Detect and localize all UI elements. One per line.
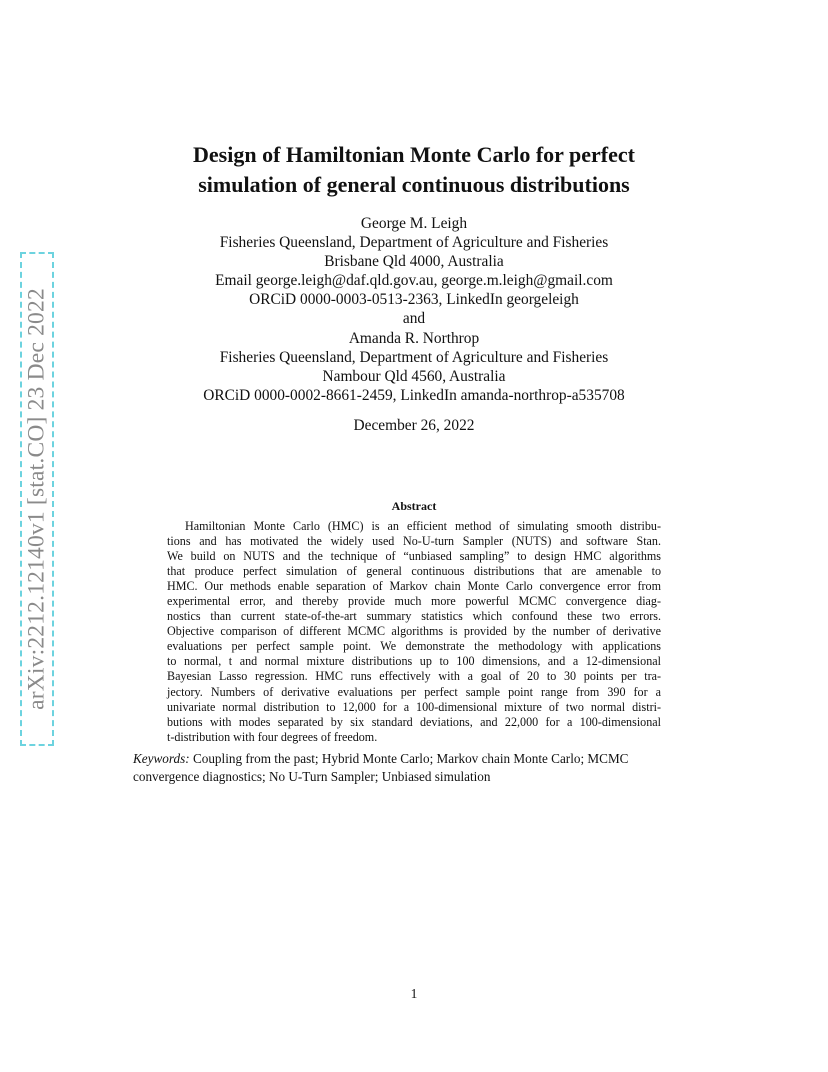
abstract-line: that produce perfect simulation of general continuous distributions that are amenable to	[167, 564, 661, 579]
author-address-1: Brisbane Qld 4000, Australia	[324, 253, 504, 271]
abstract-line: tions and has motivated the widely used No-U-turn Sampler (NUTS) and software Stan.	[167, 534, 661, 549]
abstract-line: univariate normal distribution to 12,000 for a 100-dimensional mixture of two normal distri-	[167, 699, 661, 714]
abstract-line: nostics than current state-of-the-art summary statistics which confound these two errors.	[167, 609, 661, 624]
paper-date: December 26, 2022	[353, 417, 475, 434]
author-email-1: Email george.leigh@daf.qld.gov.au, george.m.leigh@gmail.com	[215, 272, 613, 290]
keywords-label: Keywords:	[133, 751, 190, 766]
title-line-1: Design of Hamiltonian Monte Carlo for perfect	[193, 142, 635, 167]
author-affiliation-2: Fisheries Queensland, Department of Agriculture and Fisheries	[219, 348, 609, 366]
abstract-line: evaluations per perfect sample point. We demonstrate the methodology with applications	[167, 639, 661, 654]
abstract-line: Objective comparison of different MCMC algorithms is provided by the number of derivative	[167, 624, 661, 639]
abstract-line: experimental error, and thereby provide much more powerful MCMC convergence diag-	[167, 594, 661, 609]
page-number: 1	[410, 986, 418, 1001]
abstract-line: Bayesian Lasso regression. HMC runs effectively with a goal of 20 to 30 points per tra-	[167, 669, 661, 684]
author-name-2: Amanda R. Northrop	[348, 329, 480, 347]
keywords-text-2: convergence diagnostics; No U-Turn Sampler; Unbiased simulation	[133, 769, 491, 784]
title-line-2: simulation of general continuous distributions	[198, 172, 630, 197]
keywords-section	[133, 750, 695, 786]
keywords-line-1	[133, 750, 695, 768]
abstract-line: HMC. Our methods enable separation of Markov chain Monte Carlo convergence error from	[167, 579, 661, 594]
author-name-1: George M. Leigh	[360, 215, 468, 232]
abstract-line: t-distribution with four degrees of freedom.	[167, 729, 378, 744]
author-affiliation-1: Fisheries Queensland, Department of Agriculture and Fisheries	[219, 234, 609, 252]
abstract-line: We build on NUTS and the technique of “unbiased sampling” to design HMC algorithms	[167, 549, 661, 564]
author-address-2: Nambour Qld 4560, Australia	[322, 367, 506, 385]
abstract-body	[167, 519, 661, 745]
abstract-line: Hamiltonian Monte Carlo (HMC) is an efficient method of simulating smooth distribu-	[185, 519, 661, 533]
arxiv-stamp: arXiv:2212.12140v1 [stat.CO] 23 Dec 2022	[23, 288, 50, 710]
author-orcid-1: ORCiD 0000-0003-0513-2363, LinkedIn georgeleigh	[249, 291, 579, 309]
abstract-heading: Abstract	[391, 499, 437, 513]
author-block	[0, 214, 828, 405]
paper-title	[0, 140, 828, 200]
abstract-line: butions with modes separated by six standard deviations, and 22,000 for a 100-dimensional	[167, 714, 661, 729]
author-orcid-2: ORCiD 0000-0002-8661-2459, LinkedIn amanda-northrop-a535708	[203, 386, 625, 404]
author-separator: and	[402, 310, 426, 328]
keywords-text-1: Coupling from the past; Hybrid Monte Carlo; Markov chain Monte Carlo; MCMC	[192, 751, 629, 766]
abstract-line: to normal, t and normal mixture distributions up to 100 dimensions, and a 12-dimensional	[167, 654, 661, 669]
abstract-line: jectory. Numbers of derivative evaluations per perfect sample point range from 390 for a	[167, 684, 661, 699]
